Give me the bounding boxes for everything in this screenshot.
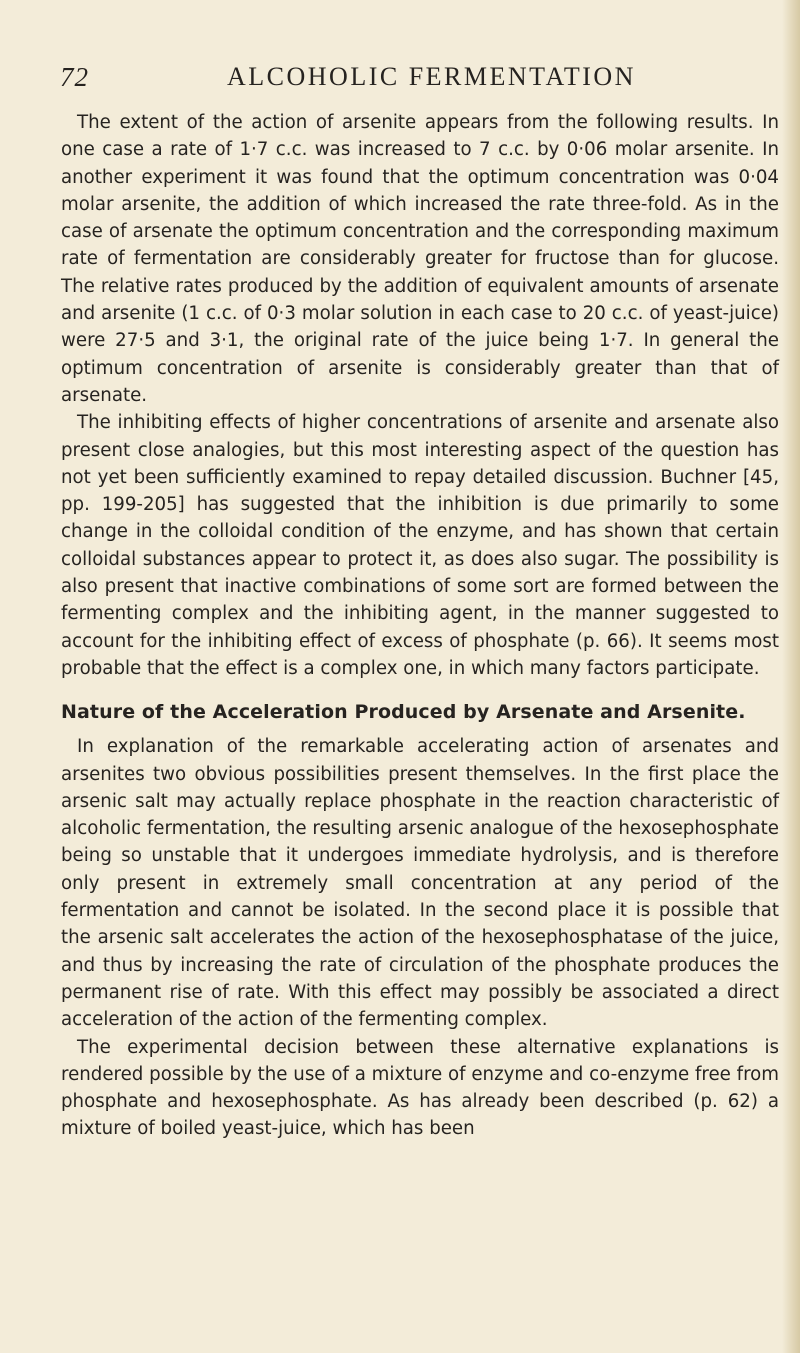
page-number: 72 — [60, 62, 89, 92]
running-head: ALCOHOLIC FERMENTATION — [227, 62, 636, 91]
paragraph-explanation: In explanation of the remarkable accelerating action of arsenates and arsenites two obvious possibilities present themselves. In the first place the arsenic salt may actually replace phosphate in the reaction characteristic of alcoholic fermentation, the resulting arsenic analogue of the hexosephosphate being so unstable that it undergoes immediate hydrolysis, and is therefore only present in extremely small concentration at any period of the fermentation and cannot be isolated. In the second place it is possible that the arsenic salt accelerates the action of the hexosephosphatase of the juice, and thus by increasing the rate of circulation of the phosphate produces the permanent rise of rate. With this effect may possibly be associated a direct acceleration of the action of the fermenting complex. — [61, 736, 779, 1031]
body-text — [61, 109, 779, 1143]
page-header — [0, 62, 800, 102]
paragraph-arsenite-results: The extent of the action of arsenite appears from the following results. In one case a rate of 1·7 c.c. was increased to 7 c.c. by 0·06 molar arsenite. In another experiment it was found that the optimum concentration was 0·04 molar arsenite, the addition of which increased the rate three-fold. As in the case of arsenate the optimum concentration and the corresponding maximum rate of fermentation are considerably greater for fructose than for glucose. The relative rates produced by the addition of equivalent amounts of arsenate and arsenite (1 c.c. of 0·3 molar solution in each case to 20 c.c. of yeast-juice) were 27·5 and 3·1, the original rate of the juice being 1·7. In general the optimum concentration of arsenite is considerably greater than that of arsenate. — [61, 112, 779, 406]
paragraph-inhibiting-effects: The inhibiting effects of higher concentrations of arsenite and arsenate also present close analogies, but this most interesting aspect of the question has not yet been sufficiently examined to repay detailed discussion. Buchner [45, pp. 199-205] has suggested that the inhibition is due primarily to some change in the colloidal condition of the enzyme, and has shown that certain colloidal substances appear to protect it, as does also sugar. The possibility is also present that inactive combinations of some sort are formed between the fermenting complex and the inhibiting agent, in the manner suggested to account for the inhibiting effect of excess of phosphate (p. 66). It seems most probable that the effect is a complex one, in which many factors participate. — [61, 412, 779, 679]
section-heading: Nature of the Acceleration Produced by Arsenate and Arsenite. — [61, 701, 746, 724]
page-edge-shadow — [782, 0, 800, 1353]
paragraph-experimental-decision: The experimental decision between these alternative explanations is rendered possible by the use of a mixture of enzyme and co-enzyme free from phosphate and hexosephosphate. As has already been described (p. 62) a mixture of boiled yeast-juice, which has been — [61, 1036, 779, 1140]
